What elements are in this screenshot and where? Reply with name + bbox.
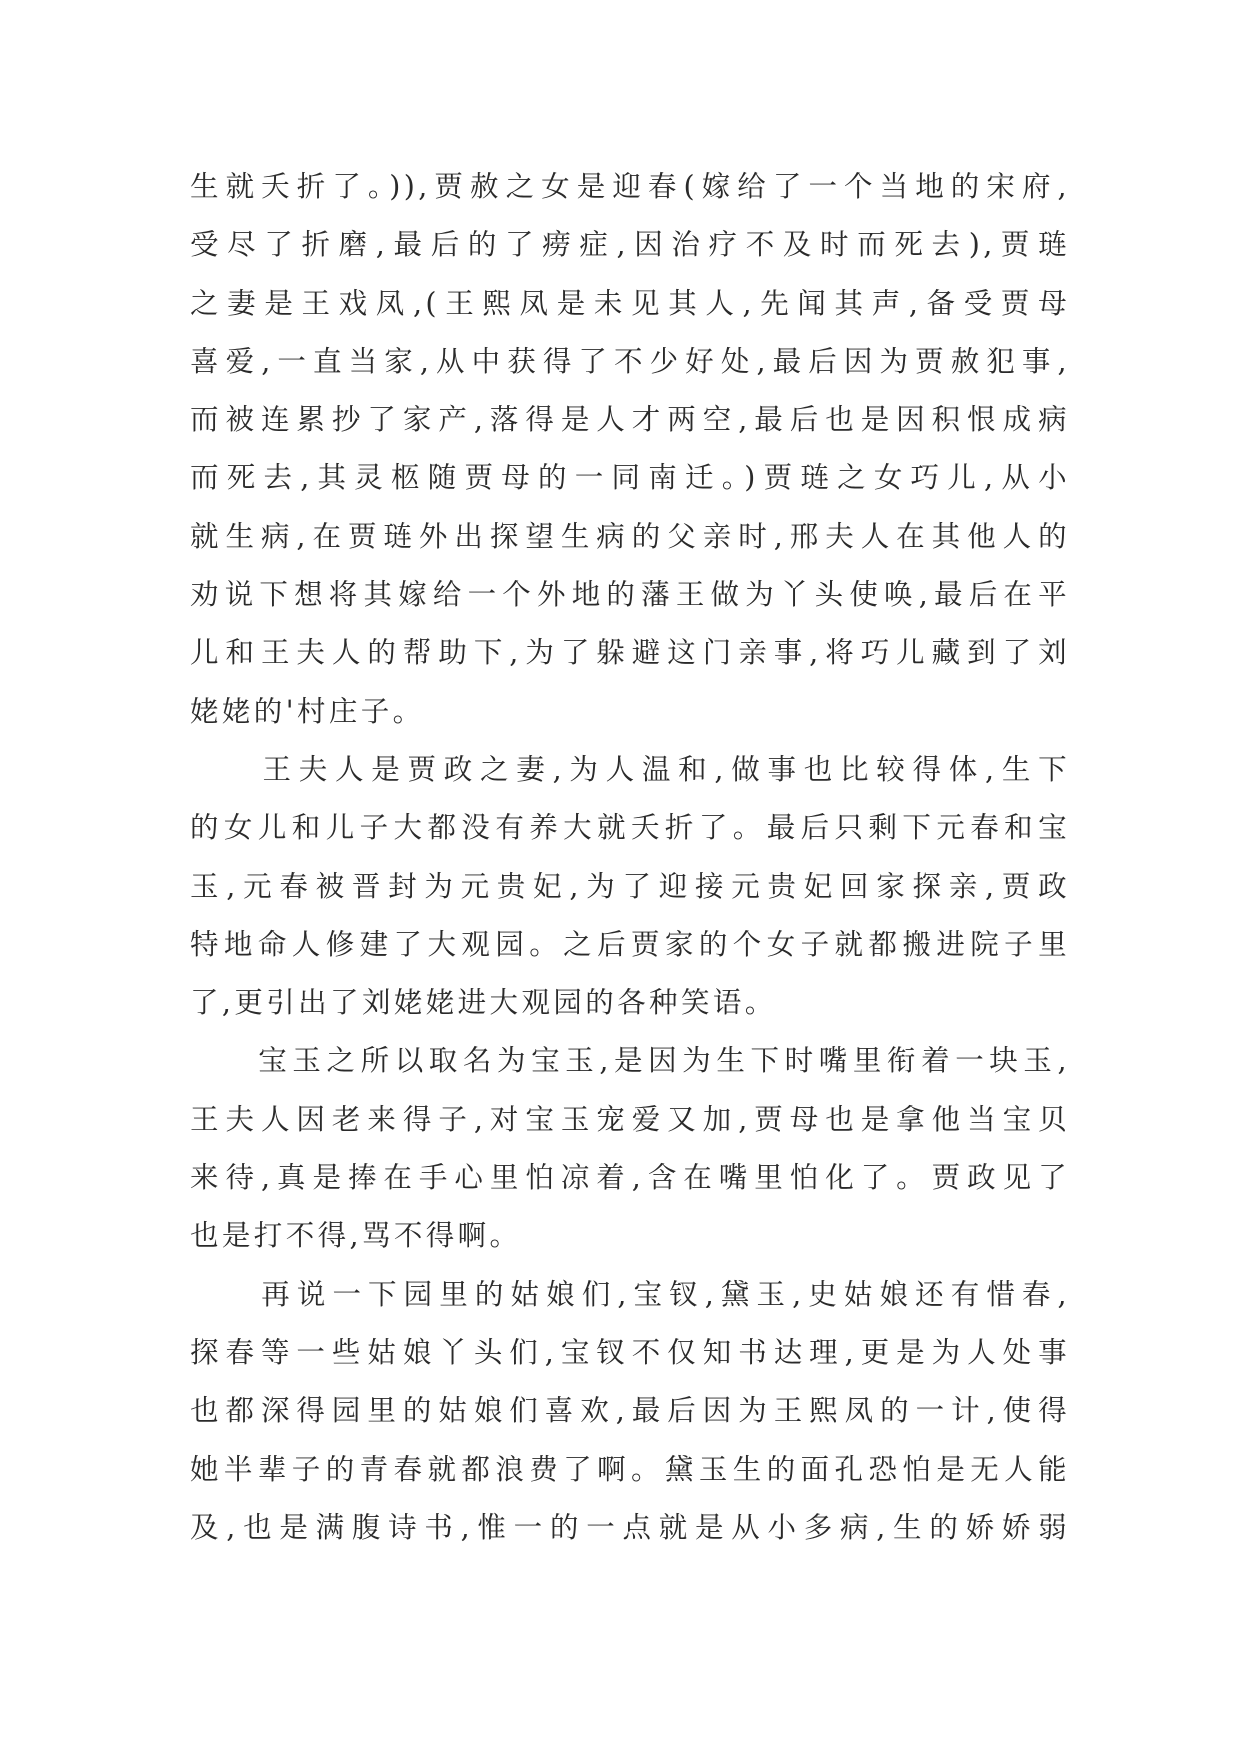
text-line: 了,更引出了刘姥姥进大观园的各种笑语。 — [190, 986, 777, 1020]
text-line: 劝说下想将其嫁给一个外地的藩王做为丫头使唤,最后在平 — [190, 578, 1070, 612]
text-line: 探春等一些姑娘丫头们,宝钗不仅知书达理,更是为人处事 — [190, 1335, 1070, 1369]
text-line: 来待,真是捧在手心里怕凉着,含在嘴里怕化了。贾政见了 — [190, 1161, 1070, 1195]
text-line: 特地命人修建了大观园。之后贾家的个女子就都搬进院子里 — [190, 927, 1070, 961]
text-line: 玉,元春被晋封为元贵妃,为了迎接元贵妃回家探亲,贾政 — [190, 869, 1070, 903]
text-line: 也是打不得,骂不得啊。 — [190, 1219, 522, 1253]
text-line: 之妻是王戏凤,(王熙凤是未见其人,先闻其声,备受贾母 — [190, 286, 1070, 320]
text-line: 的女儿和儿子大都没有养大就夭折了。最后只剩下元春和宝 — [190, 811, 1070, 845]
text-line: 王夫人因老来得子,对宝玉宠爱又加,贾母也是拿他当宝贝 — [190, 1102, 1070, 1136]
text-line: 喜爱,一直当家,从中获得了不少好处,最后因为贾赦犯事, — [190, 344, 1070, 378]
text-line: 她半辈子的青春就都浪费了啊。黛玉生的面孔恐怕是无人能 — [190, 1452, 1070, 1486]
text-line: 及,也是满腹诗书,惟一的一点就是从小多病,生的娇娇弱 — [190, 1510, 1070, 1544]
text-line: 而死去,其灵柩随贾母的一同南迁。)贾琏之女巧儿,从小 — [190, 461, 1070, 495]
text-line: 王夫人是贾政之妻,为人温和,做事也比较得体,生下 — [190, 752, 1070, 786]
text-line: 姥姥的'村庄子。 — [190, 694, 425, 728]
text-line: 而被连累抄了家产,落得是人才两空,最后也是因积恨成病 — [190, 403, 1070, 437]
text-line: 就生病,在贾琏外出探望生病的父亲时,邢夫人在其他人的 — [190, 519, 1070, 553]
text-line: 受尽了折磨,最后的了痨症,因治疗不及时而死去),贾琏 — [190, 228, 1070, 262]
text-line: 宝玉之所以取名为宝玉,是因为生下时嘴里衔着一块玉, — [190, 1044, 1070, 1078]
text-line: 再说一下园里的姑娘们,宝钗,黛玉,史姑娘还有惜春, — [190, 1277, 1070, 1311]
text-line: 儿和王夫人的帮助下,为了躲避这门亲事,将巧儿藏到了刘 — [190, 636, 1070, 670]
text-line: 也都深得园里的姑娘们喜欢,最后因为王熙凤的一计,使得 — [190, 1394, 1070, 1428]
text-line: 生就夭折了。)),贾赦之女是迎春(嫁给了一个当地的宋府, — [190, 170, 1070, 203]
body-text — [190, 158, 1070, 1557]
